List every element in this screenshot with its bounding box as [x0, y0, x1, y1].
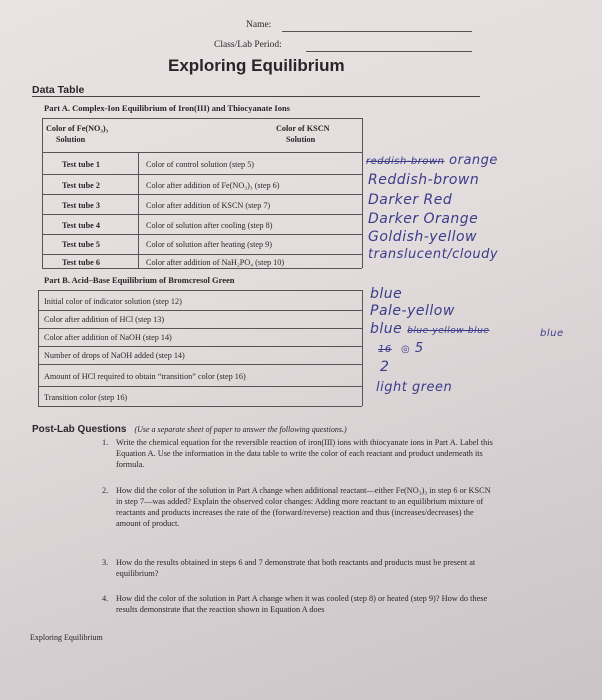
table-line	[38, 386, 362, 387]
page-title: Exploring Equilibrium	[168, 56, 345, 75]
col-header-fe: Color of Fe(NO₃)₃	[46, 124, 109, 133]
question-number: 4.	[102, 594, 109, 603]
part-b-heading: Part B. Acid–Base Equilibrium of Bromcresol Green	[44, 275, 235, 285]
table-line	[42, 234, 362, 235]
table-line	[42, 214, 362, 215]
post-lab-header	[32, 419, 347, 437]
table-line	[42, 174, 362, 175]
question-3	[102, 557, 496, 579]
row-desc-tt4: Color of solution after cooling (step 8)	[146, 221, 273, 230]
part-a-heading: Part A. Complex-Ion Equilibrium of Iron(III) and Thiocyanate Ions	[44, 103, 290, 113]
row-label-tt6: Test tube 6	[62, 258, 100, 267]
page-footer: Exploring Equilibrium	[30, 633, 103, 642]
name-line	[282, 31, 472, 32]
answer-b2: Pale-yellow	[370, 303, 455, 319]
row-label-tt1: Test tube 1	[62, 160, 100, 169]
col-header-fe-sub: Solution	[56, 135, 86, 144]
table-line	[42, 118, 43, 268]
row-label-tt5: Test tube 5	[62, 240, 100, 249]
answer-b1: blue	[370, 286, 403, 302]
col-header-kscn-sub: Solution	[286, 135, 316, 144]
question-text: Write the chemical equation for the reversible reaction of iron(III) ions with thiocyanate ions in Part A. Label this Equation A. Use the information in the data table to write the color of each reactant and product underneath its formula.	[116, 438, 493, 469]
partb-row-4: Number of drops of NaOH added (step 14)	[44, 351, 185, 360]
divider	[32, 96, 480, 97]
answer-b3-wrap: blue blue-yellow-blue	[370, 321, 490, 337]
margin-note: blue	[540, 328, 564, 339]
table-line	[42, 254, 362, 255]
post-lab-heading: Post-Lab Questions	[32, 424, 127, 435]
question-1	[102, 437, 496, 470]
question-number: 2.	[102, 486, 109, 495]
table-line	[362, 290, 363, 406]
partb-row-1: Initial color of indicator solution (step 12)	[44, 297, 182, 306]
class-label: Class/Lab Period:	[214, 40, 282, 50]
class-line	[306, 51, 472, 52]
table-line	[38, 290, 362, 291]
partb-row-2: Color after addition of HCl (step 13)	[44, 315, 165, 324]
row-label-tt2: Test tube 2	[62, 181, 100, 190]
answer-tt4: Darker Orange	[368, 211, 479, 227]
answer-tt5: Goldish-yellow	[368, 229, 477, 245]
question-text: How did the color of the solution in Part A change when it was cooled (step 8) or heated (step 9)? How do these results demonstrate that the reaction shown in Equation A does	[116, 594, 488, 614]
answer-b5: 2	[380, 359, 390, 375]
table-line	[138, 152, 139, 268]
table-line	[42, 194, 362, 195]
table-line	[38, 346, 362, 347]
col-header-kscn: Color of KSCN	[276, 124, 330, 133]
question-text: How do the results obtained in steps 6 and 7 demonstrate that both reactants and products must be present at equilibrium?	[116, 558, 476, 578]
partb-row-5: Amount of HCl required to obtain “transition” color (step 16)	[44, 372, 246, 381]
answer-tt2: Reddish-brown	[368, 172, 480, 188]
question-2	[102, 485, 496, 529]
row-desc-tt5: Color of solution after heating (step 9)	[146, 240, 272, 249]
row-label-tt3: Test tube 3	[62, 201, 100, 210]
row-desc-tt1: Color of control solution (step 5)	[146, 160, 255, 169]
partb-row-6: Transition color (step 16)	[44, 393, 128, 402]
table-line	[38, 310, 362, 311]
table-line	[38, 290, 39, 406]
answer-b4: 5	[414, 341, 424, 356]
answer-b4-wrap: 16 ◎ 5	[378, 341, 424, 356]
table-line	[42, 118, 362, 119]
question-number: 3.	[102, 558, 109, 567]
table-line	[38, 406, 362, 407]
answer-b6: light green	[376, 380, 453, 395]
name-label: Name:	[246, 20, 272, 30]
table-line	[38, 328, 362, 329]
row-label-tt4: Test tube 4	[62, 221, 100, 230]
handwritten-answer: reddish-brown orange	[366, 153, 498, 168]
row-desc-tt6: Color after addition of NaH₂PO₄ (step 10)	[146, 258, 285, 267]
answer-tt6: translucent/cloudy	[368, 247, 499, 262]
table-line	[42, 152, 362, 153]
question-text: How did the color of the solution in Part A change when additional reactant—either Fe(NO₃)₃ in step 6 or KSCN in step 7—was added? Explain the observed color changes: Adding more reactant to an equilibrium mixture of reactants and products increases the rate of the (forward/reverse) reaction and thus (increases/decreases) the amount of product.	[116, 486, 491, 528]
partb-row-3: Color after addition of NaOH (step 14)	[44, 333, 172, 342]
row-desc-tt3: Color after addition of KSCN (step 7)	[146, 201, 271, 210]
row-desc-tt2: Color after addition of Fe(NO₃)₃ (step 6)	[146, 181, 280, 190]
table-line	[42, 268, 362, 269]
table-line	[38, 364, 362, 365]
answer-b3: blue	[370, 321, 403, 337]
question-4	[102, 593, 496, 615]
data-table-label: Data Table	[32, 84, 85, 96]
answer-tt3: Darker Red	[368, 192, 453, 208]
post-lab-note: (Use a separate sheet of paper to answer the following questions.)	[134, 425, 347, 434]
table-line	[362, 118, 363, 268]
question-number: 1.	[102, 438, 109, 447]
